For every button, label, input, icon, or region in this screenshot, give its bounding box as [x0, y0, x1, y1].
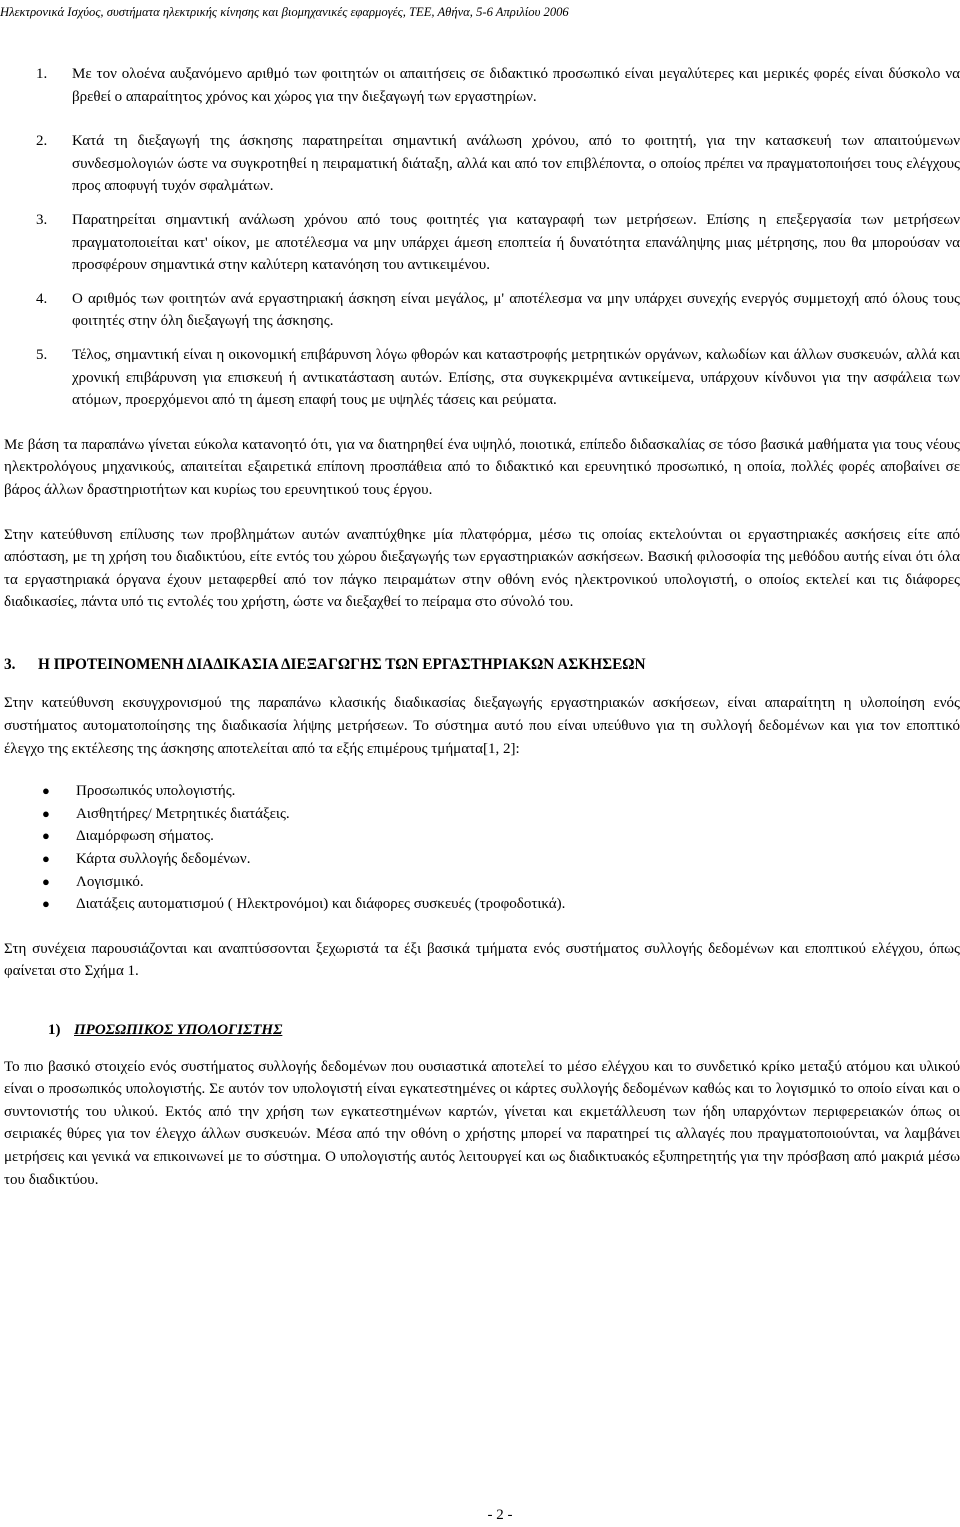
- subsection-title: ΠΡΟΣΩΠΙΚΟΣ ΥΠΟΛΟΓΙΣΤΗΣ: [74, 1022, 283, 1038]
- bullet-icon: ●: [42, 896, 50, 912]
- list-item-text: Κάρτα συλλογής δεδομένων.: [76, 851, 251, 868]
- paragraph: Στην κατεύθυνση επίλυσης των προβλημάτων αυτών αναπτύχθηκε μία πλατφόρμα, μέσω τις οποίας εκτελούνται οι εργαστηριακές ασκήσεις είτε από απόσταση, με τη χρήση του διαδικτύου, είτε εντός του χώρου διεξαγωγής των εργαστηριακών ασκήσεων. Βασική φιλοσοφία της μεθόδου αυτής είναι ότι όλα τα εργαστηριακά όργανα έχουν μεταφερθεί από τον πάγκο πειραμάτων στην οθόνη ενός ηλεκτρονικού υπολογιστή, ο οποίος εκτελεί και τις διάφορες διαδικασίες, πάντα υπό τις εντολές του χρήστη, ώστε να διεξαχθεί το πείραμα στο σύνολό του.: [4, 526, 960, 611]
- list-item-number: 4.: [36, 290, 48, 307]
- list-item: [4, 288, 960, 333]
- bullet-icon: ●: [42, 873, 50, 889]
- bullet-list: [4, 780, 960, 916]
- list-item-number: 1.: [36, 66, 48, 82]
- section-heading: [4, 654, 960, 677]
- bullet-icon: ●: [42, 783, 50, 799]
- list-item-text: Με τον ολοένα αυξανόμενο αριθμό των φοιτητών οι απαιτήσεις σε διδακτικό προσωπικό είναι μεγαλύτερες και μερικές φορές είναι δύσκολο να βρεθεί ο απαραίτητος χρόνος και χώρος για την διεξαγωγή των εργαστηρίων.: [72, 66, 960, 105]
- list-item: [4, 344, 960, 412]
- list-item-text: Παρατηρείται σημαντική ανάλωση χρόνου από τους φοιτητές για καταγραφή των μετρήσεων. Επίσης η επεξεργασία των μετρήσεων πραγματοποιείται κατ' οίκον, με αποτέλεσμα να μην υπάρχει άμεση εποπτεία ή δυνατότητα επανάληψης μιας μέτρησης, που θα μπορούσαν να προσφέρουν σημαντικά στην καλύτερη κατανόηση του αντικειμένου.: [72, 211, 960, 274]
- section-number: 3.: [4, 655, 16, 673]
- list-item: [4, 780, 960, 803]
- bullet-icon: ●: [42, 851, 50, 867]
- section-title: Η ΠΡΟΤΕΙΝΟΜΕΝΗ ΔΙΑΔΙΚΑΣΙΑ ΔΙΕΞΑΓΩΓΗΣ ΤΩΝ ΕΡΓΑΣΤΗΡΙΑΚΩΝ ΑΣΚΗΣΕΩΝ: [38, 655, 646, 673]
- list-item: [4, 893, 960, 916]
- list-item-text: Λογισμικό.: [76, 873, 144, 890]
- list-item: [4, 209, 960, 277]
- list-item: [4, 803, 960, 826]
- list-item-text: Τέλος, σημαντική είναι η οικονομική επιβάρυνση λόγω φθορών και καταστροφής μετρητικών οργάνων, καλωδίων και άλλων συσκευών, αλλά και χρονική επιβάρυνση για επισκευή ή αντικατάσταση αυτών. Επίσης, στα συγκεκριμένα αντικείμενα, υπάρχουν κίνδυνοι για την ασφάλεια των ατόμων, προερχόμενοι από τη άμεση επαφή τους με υψηλές τάσεις και ρεύματα.: [72, 346, 960, 409]
- list-item: [4, 825, 960, 848]
- paragraph: Στη συνέχεια παρουσιάζονται και αναπτύσσονται ξεχωριστά τα έξι βασικά τμήματα ενός συστήματος συλλογής δεδομένων και εποπτικού ελέγχου, όπως φαίνεται στο Σχήμα 1.: [4, 940, 960, 980]
- list-item-number: 2.: [36, 133, 48, 150]
- list-item-number: 3.: [36, 211, 48, 228]
- list-item-text: Αισθητήρες/ Μετρητικές διατάξεις.: [76, 805, 290, 822]
- subsection-heading: [4, 1019, 960, 1042]
- list-item-text: Κατά τη διεξαγωγή της άσκησης παρατηρείται σημαντική ανάλωση χρόνου, από το φοιτητή, για την κατασκευή των απαιτούμενων συνδεσμολογιών ώστε να συγκροτηθεί η πειραματική διάταξη, αλλά και από τον επιβλέποντα, ο οποίος πρέπει να πραγματοποιήσει τους ελέγχους προς αποφυγή τυχόν σφαλμάτων.: [72, 133, 960, 195]
- bullet-icon: ●: [42, 828, 50, 844]
- bullet-icon: ●: [42, 805, 50, 821]
- paragraph: Με βάση τα παραπάνω γίνεται εύκολα κατανοητό ότι, για να διατηρηθεί ένα υψηλό, ποιοτικά, επίπεδο διδασκαλίας σε τόσο βασικά μαθήματα για τους νέους ηλεκτρολόγους μηχανικούς, απαιτείται εξαιρετικά επίπονη προσπάθεια από το διδακτικό και ερευνητικό προσωπικό, η οποία, πολλές φορές αποβαίνει σε βάρος άλλων δραστηριοτήτων και κυρίως του ερευνητικού τους έργου.: [4, 436, 960, 498]
- list-item-text: Διατάξεις αυτοματισμού ( Ηλεκτρονόμοι) και διάφορες συσκευές (τροφοδοτικά).: [76, 896, 566, 913]
- paragraph: Το πιο βασικό στοιχείο ενός συστήματος συλλογής δεδομένων που ουσιαστικά αποτελεί το μέσο ελέγχου και το συνδετικό κρίκο μεταξύ ατόμου και υλικού είναι ο προσωπικός υπολογιστής. Σε αυτόν τον υπολογιστή είναι εγκατεστημένες οι κάρτες συλλογής δεδομένων καθώς και το λογισμικό το οποίο είναι και ο συντονιστής του υλικού. Εκτός από την χρήση των εγκατεστημένων καρτών, γίνεται και εκμετάλλευση των ήδη υπαρχόντων περιφερειακών όπως οι σειριακές θύρες για τον έλεγχο άλλων συσκευών. Μέσα από την οθόνη ο χρήστης μπορεί να παρατηρεί τις αλλαγές που πραγματοποιούνται, να λαμβάνει μετρήσεις και γενικά να επικοινωνεί με το σύστημα. Ο υπολογιστής αυτός λειτουργεί και ως διαδικτυακός εξυπηρετητής για την πρόσβαση από μακριά μέσω του διαδικτύου.: [4, 1058, 960, 1188]
- running-header: Ηλεκτρονικά Ισχύος, συστήματα ηλεκτρικής κίνησης και βιομηχανικές εφαρμογές, ΤΕΕ, Αθήνα, 5-6 Απριλίου 2006: [0, 5, 569, 19]
- list-item-text: Διαμόρφωση σήματος.: [76, 828, 214, 845]
- list-item: [4, 130, 960, 198]
- list-item: [4, 848, 960, 871]
- list-item: [4, 63, 960, 108]
- list-item-number: 5.: [36, 346, 48, 363]
- document-body: [4, 63, 960, 1191]
- list-item-text: Προσωπικός υπολογιστής.: [76, 783, 236, 800]
- page-number: - 2 -: [487, 1507, 513, 1523]
- list-item-text: Ο αριθμός των φοιτητών ανά εργαστηριακή άσκηση είναι μεγάλος, μ' αποτέλεσμα να μην υπάρχει συνεχής ενεργός συμμετοχή από όλους τους φοιτητές στην όλη διεξαγωγή της άσκησης.: [72, 290, 960, 330]
- paragraph: Στην κατεύθυνση εκσυγχρονισμού της παραπάνω κλασικής διαδικασίας διεξαγωγής εργαστηριακών ασκήσεων, είναι απαραίτητη η υλοποίηση ενός συστήματος αυτοματοποίησης της διαδικασία λήψης μετρήσεων. Το σύστημα αυτό που είναι υπεύθυνο για τη συλλογή δεδομένων και για τον εποπτικό έλεγχο της εκτέλεσης της άσκησης αποτελείται από τα εξής επιμέρους τμήματα[1, 2]:: [4, 695, 960, 757]
- subsection-number: 1): [48, 1022, 61, 1038]
- list-item: [4, 871, 960, 894]
